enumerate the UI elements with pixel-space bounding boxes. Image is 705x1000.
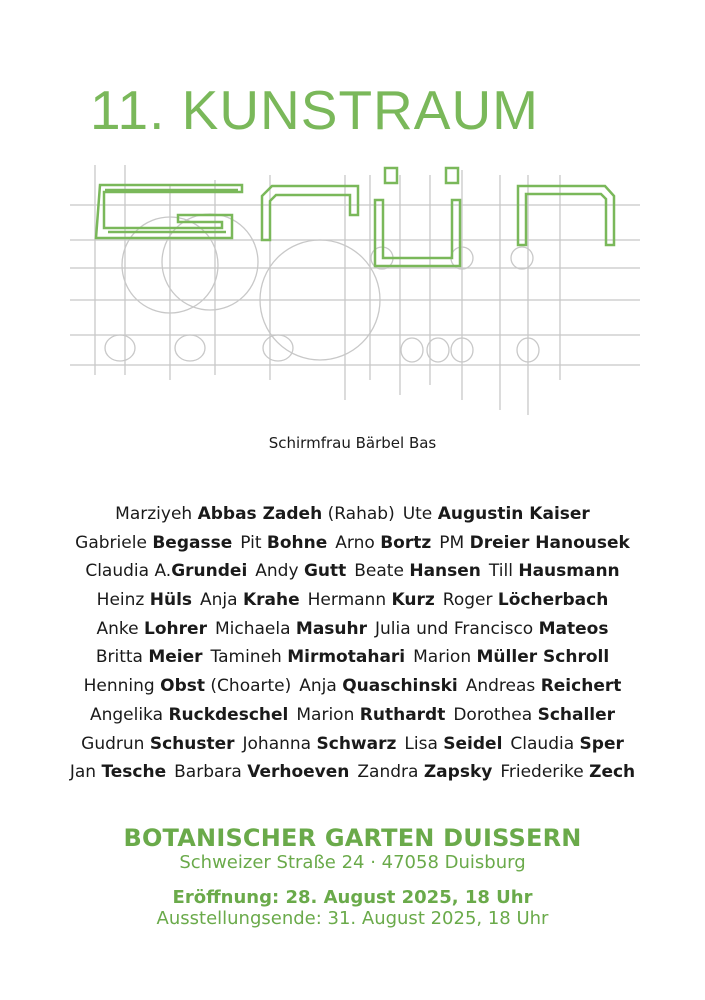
artist-name <box>200 590 300 610</box>
closing-date: Ausstellungsende: 31. August 2025, 18 Uhr <box>156 908 549 929</box>
artist-first-name: Beate <box>354 561 404 582</box>
artist-name <box>443 590 609 610</box>
artist-first-name: Henning <box>83 676 155 697</box>
venue-address: Schweizer Straße 24 · 47058 Duisburg <box>179 852 526 873</box>
artist-name <box>354 561 481 581</box>
artist-last-name: Abbas Zadeh <box>197 504 323 524</box>
artist-first-name: Roger <box>442 590 493 611</box>
artist-name <box>404 734 502 754</box>
artist-line <box>0 500 705 529</box>
artist-name <box>70 762 166 782</box>
artist-name <box>308 590 435 610</box>
artist-last-name: Kurz <box>391 590 435 611</box>
artist-line <box>0 586 705 615</box>
artist-last-name: Hüls <box>149 590 193 611</box>
artist-name <box>466 676 622 696</box>
artist-name <box>84 676 292 696</box>
artist-name <box>453 705 615 725</box>
exhibition-title: 11. KUNSTRAUM <box>90 79 539 141</box>
artist-last-name: Sper <box>579 733 624 754</box>
artist-name <box>296 705 445 725</box>
artist-last-name: Bortz <box>380 532 432 553</box>
artist-first-name: Anja <box>200 590 238 611</box>
artist-first-name: Ute <box>402 504 433 524</box>
artist-last-name: Augustin Kaiser <box>437 504 590 524</box>
artist-last-name: Tesche <box>101 762 167 783</box>
artist-name <box>510 734 623 754</box>
artist-line <box>0 643 705 672</box>
opening-date: Eröffnung: 28. August 2025, 18 Uhr <box>172 887 533 908</box>
artist-name <box>403 504 590 524</box>
artist-last-name: Mateos <box>538 618 609 639</box>
artist-first-name: Anke <box>96 618 139 639</box>
artist-line <box>0 672 705 701</box>
artist-last-name: Schwarz <box>316 733 397 754</box>
artist-last-name: Schuster <box>149 733 235 754</box>
artist-first-name: Julia und Francisco <box>375 618 534 639</box>
artist-last-name: Ruthardt <box>359 704 446 725</box>
artist-name <box>97 590 192 610</box>
artist-name <box>243 734 397 754</box>
artist-last-name: Reichert <box>540 676 622 697</box>
artist-name <box>211 647 406 667</box>
artist-line <box>0 615 705 644</box>
artist-last-name: Meier <box>148 647 203 668</box>
artist-note: (Rahab) <box>327 504 395 524</box>
artist-first-name: Johanna <box>242 733 312 754</box>
artist-line <box>0 758 705 787</box>
artist-first-name: Heinz <box>96 590 145 611</box>
artist-name <box>75 533 232 553</box>
artist-last-name: Masuhr <box>295 618 368 639</box>
artist-last-name: Quaschinski <box>342 676 458 697</box>
artist-last-name: Verhoeven <box>247 762 350 783</box>
artist-last-name: Lohrer <box>144 618 207 639</box>
artist-last-name: Begasse <box>152 532 233 553</box>
artist-name <box>375 619 608 639</box>
artist-last-name: Bohne <box>266 532 328 553</box>
artist-last-name: Zapsky <box>423 762 493 783</box>
artist-last-name: Schaller <box>537 704 616 725</box>
artist-name <box>240 533 327 553</box>
artist-name <box>90 705 288 725</box>
artist-first-name: Lisa <box>404 733 438 754</box>
artist-line <box>0 557 705 586</box>
artist-first-name: Anja <box>299 676 337 697</box>
artist-name <box>255 561 346 581</box>
artist-first-name: Michaela <box>214 618 291 639</box>
artist-first-name: Tamineh <box>210 647 282 668</box>
artist-last-name: Hausmann <box>518 561 620 582</box>
artist-last-name: Hansen <box>409 561 481 582</box>
artist-line <box>0 529 705 558</box>
artist-first-name: Claudia A. <box>85 561 172 582</box>
artist-first-name: Marion <box>413 647 472 668</box>
artist-name <box>299 676 457 696</box>
artist-last-name: Seidel <box>443 733 503 754</box>
construction-lines <box>70 165 640 415</box>
venue-block <box>0 824 705 929</box>
artist-first-name: Friederike <box>500 762 584 783</box>
artist-first-name: Dorothea <box>453 704 533 725</box>
artist-first-name: Andreas <box>465 676 536 697</box>
artist-first-name: Claudia <box>510 733 575 754</box>
artist-last-name: Grundei <box>171 561 248 582</box>
artist-name <box>81 734 234 754</box>
artist-name <box>85 561 247 581</box>
artist-line <box>0 730 705 759</box>
artist-first-name: Jan <box>69 762 97 783</box>
gruen-logo <box>0 0 705 420</box>
artist-last-name: Ruckdeschel <box>168 704 289 725</box>
artist-name <box>500 762 635 782</box>
artist-first-name: Hermann <box>307 590 387 611</box>
venue-name: BOTANISCHER GARTEN DUISSERN <box>123 824 582 852</box>
patron-line: Schirmfrau Bärbel Bas <box>268 434 437 452</box>
artist-name <box>413 647 609 667</box>
artist-line <box>0 701 705 730</box>
artist-list <box>0 500 705 787</box>
artist-first-name: Britta <box>95 647 143 668</box>
artist-first-name: Angelika <box>89 704 164 725</box>
artist-last-name: Löcherbach <box>497 590 609 611</box>
artist-name <box>174 762 349 782</box>
artist-first-name: Andy <box>255 561 299 582</box>
artist-first-name: Pit <box>240 532 262 553</box>
artist-first-name: Zandra <box>357 762 419 783</box>
artist-name <box>489 561 620 581</box>
artist-first-name: Barbara <box>174 762 242 783</box>
artist-first-name: Marziyeh <box>115 504 193 524</box>
artist-note: (Choarte) <box>210 676 292 697</box>
artist-name <box>97 619 207 639</box>
artist-name <box>115 504 395 524</box>
artist-last-name: Müller Schroll <box>476 647 610 668</box>
artist-first-name: Arno <box>335 532 375 553</box>
artist-name <box>215 619 367 639</box>
artist-last-name: Gutt <box>303 561 347 582</box>
artist-first-name: Marion <box>296 704 355 725</box>
artist-last-name: Dreier Hanousek <box>469 532 630 553</box>
artist-first-name: Gudrun <box>81 733 145 754</box>
artist-first-name: Gabriele <box>75 532 147 553</box>
artist-last-name: Mirmotahari <box>287 647 406 668</box>
artist-last-name: Zech <box>589 762 636 783</box>
artist-name <box>357 762 492 782</box>
artist-name <box>335 533 431 553</box>
artist-last-name: Krahe <box>242 590 300 611</box>
artist-first-name: Till <box>488 561 513 582</box>
artist-name <box>439 533 630 553</box>
artist-name <box>96 647 203 667</box>
artist-first-name: PM <box>439 532 465 553</box>
artist-last-name: Obst <box>160 676 206 697</box>
